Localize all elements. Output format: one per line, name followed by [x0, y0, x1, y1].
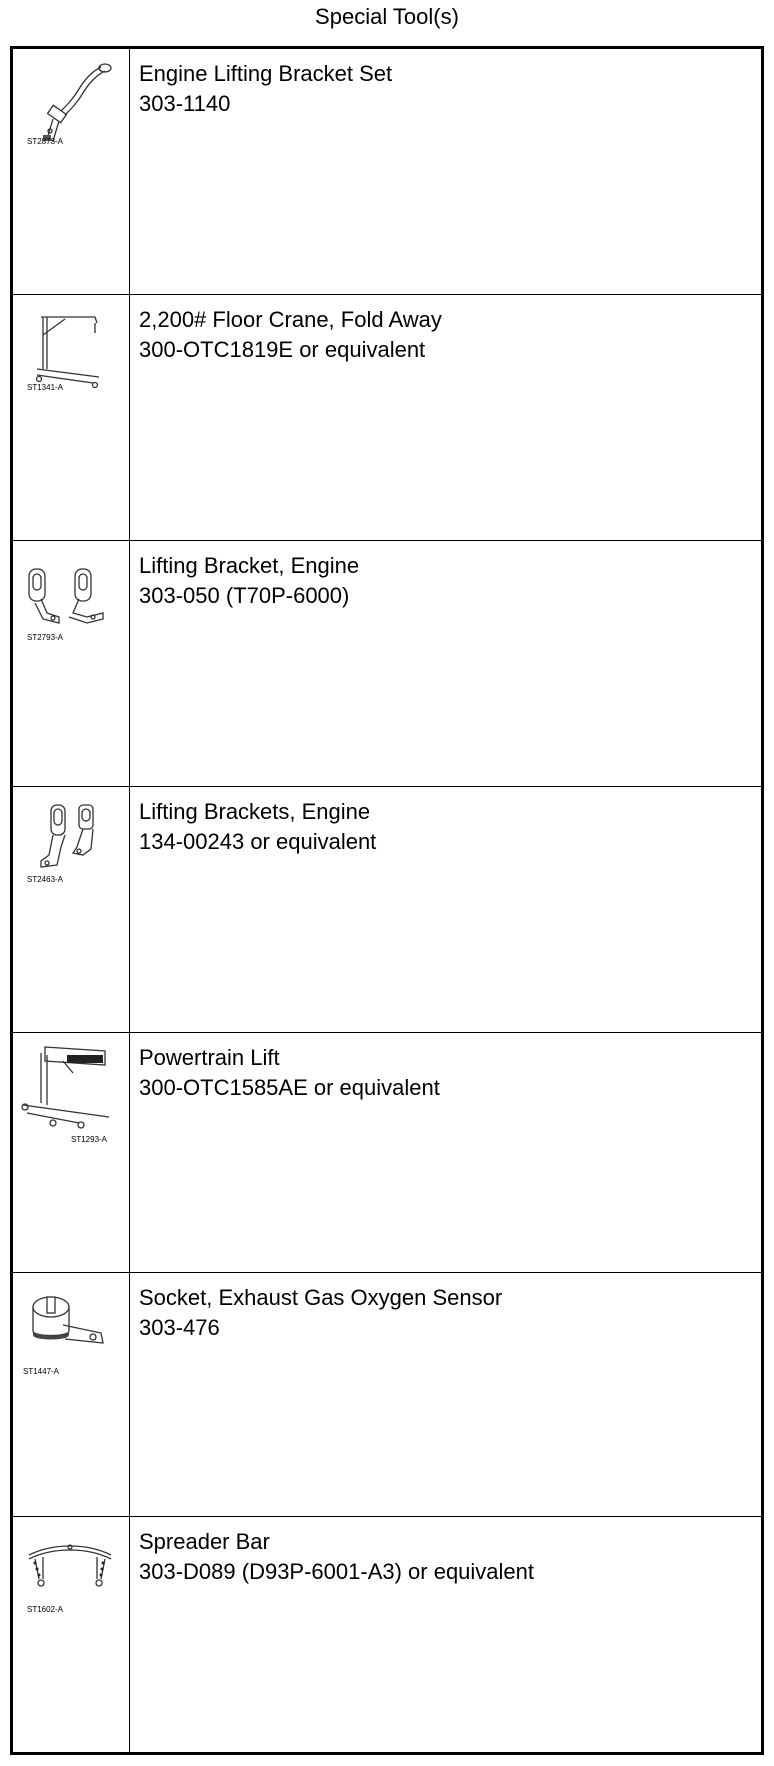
tool-image-cell: [13, 1033, 130, 1272]
tool-description: [139, 1283, 753, 1343]
tool-description: [139, 305, 753, 365]
tool-code: ST1341-A: [27, 383, 64, 392]
table-row: [13, 1273, 761, 1517]
tool-name: Spreader Bar: [139, 1529, 270, 1554]
tool-description: [139, 59, 753, 119]
table-row: [13, 295, 761, 541]
tool-name: Socket, Exhaust Gas Oxygen Sensor: [139, 1285, 503, 1310]
tool-number: 303-D089 (D93P-6001-A3) or equivalent: [139, 1559, 535, 1584]
oxygen-sensor-socket-illustration: [13, 1273, 129, 1516]
tool-code: ST1293-A: [71, 1135, 108, 1144]
tool-code: ST1602-A: [27, 1605, 64, 1614]
table-row: [13, 541, 761, 787]
tool-code: ST2873-A: [27, 137, 64, 146]
page-title: Special Tool(s): [315, 4, 459, 29]
special-tools-table: [10, 46, 764, 1755]
table-row: [13, 1517, 761, 1752]
table-row: [13, 49, 761, 295]
tool-code: ST2793-A: [27, 633, 64, 642]
lifting-brackets-illustration: [13, 787, 129, 1032]
tool-description: [139, 797, 753, 857]
tool-number: 303-476: [139, 1315, 220, 1340]
tool-name: Engine Lifting Bracket Set: [139, 61, 393, 86]
tool-image-cell: [13, 787, 130, 1032]
spreader-bar-illustration: [13, 1517, 129, 1752]
lifting-bracket-illustration: [13, 541, 129, 786]
tool-name: 2,200# Floor Crane, Fold Away: [139, 307, 442, 332]
tool-image-cell: [13, 1517, 130, 1752]
tool-code: ST1447-A: [23, 1367, 60, 1376]
tool-number: 303-050 (T70P-6000): [139, 583, 350, 608]
powertrain-lift-illustration: [13, 1033, 129, 1272]
tool-image-cell: [13, 1273, 130, 1516]
tool-description: [139, 1527, 753, 1587]
engine-lifting-bracket-set-illustration: [13, 49, 129, 294]
tool-name: Powertrain Lift: [139, 1045, 280, 1070]
tool-description: [139, 551, 753, 611]
tool-number: 300-OTC1585AE or equivalent: [139, 1075, 440, 1100]
tool-number: 303-1140: [139, 91, 231, 116]
tool-image-cell: [13, 541, 130, 786]
floor-crane-illustration: [13, 295, 129, 540]
tool-name: Lifting Bracket, Engine: [139, 553, 360, 578]
tool-name: Lifting Brackets, Engine: [139, 799, 371, 824]
tool-number: 134-00243 or equivalent: [139, 829, 377, 854]
tool-image-cell: [13, 49, 130, 294]
tool-description: [139, 1043, 753, 1103]
tool-number: 300-OTC1819E or equivalent: [139, 337, 426, 362]
table-row: [13, 1033, 761, 1273]
table-row: [13, 787, 761, 1033]
tool-image-cell: [13, 295, 130, 540]
tool-code: ST2463-A: [27, 875, 64, 884]
